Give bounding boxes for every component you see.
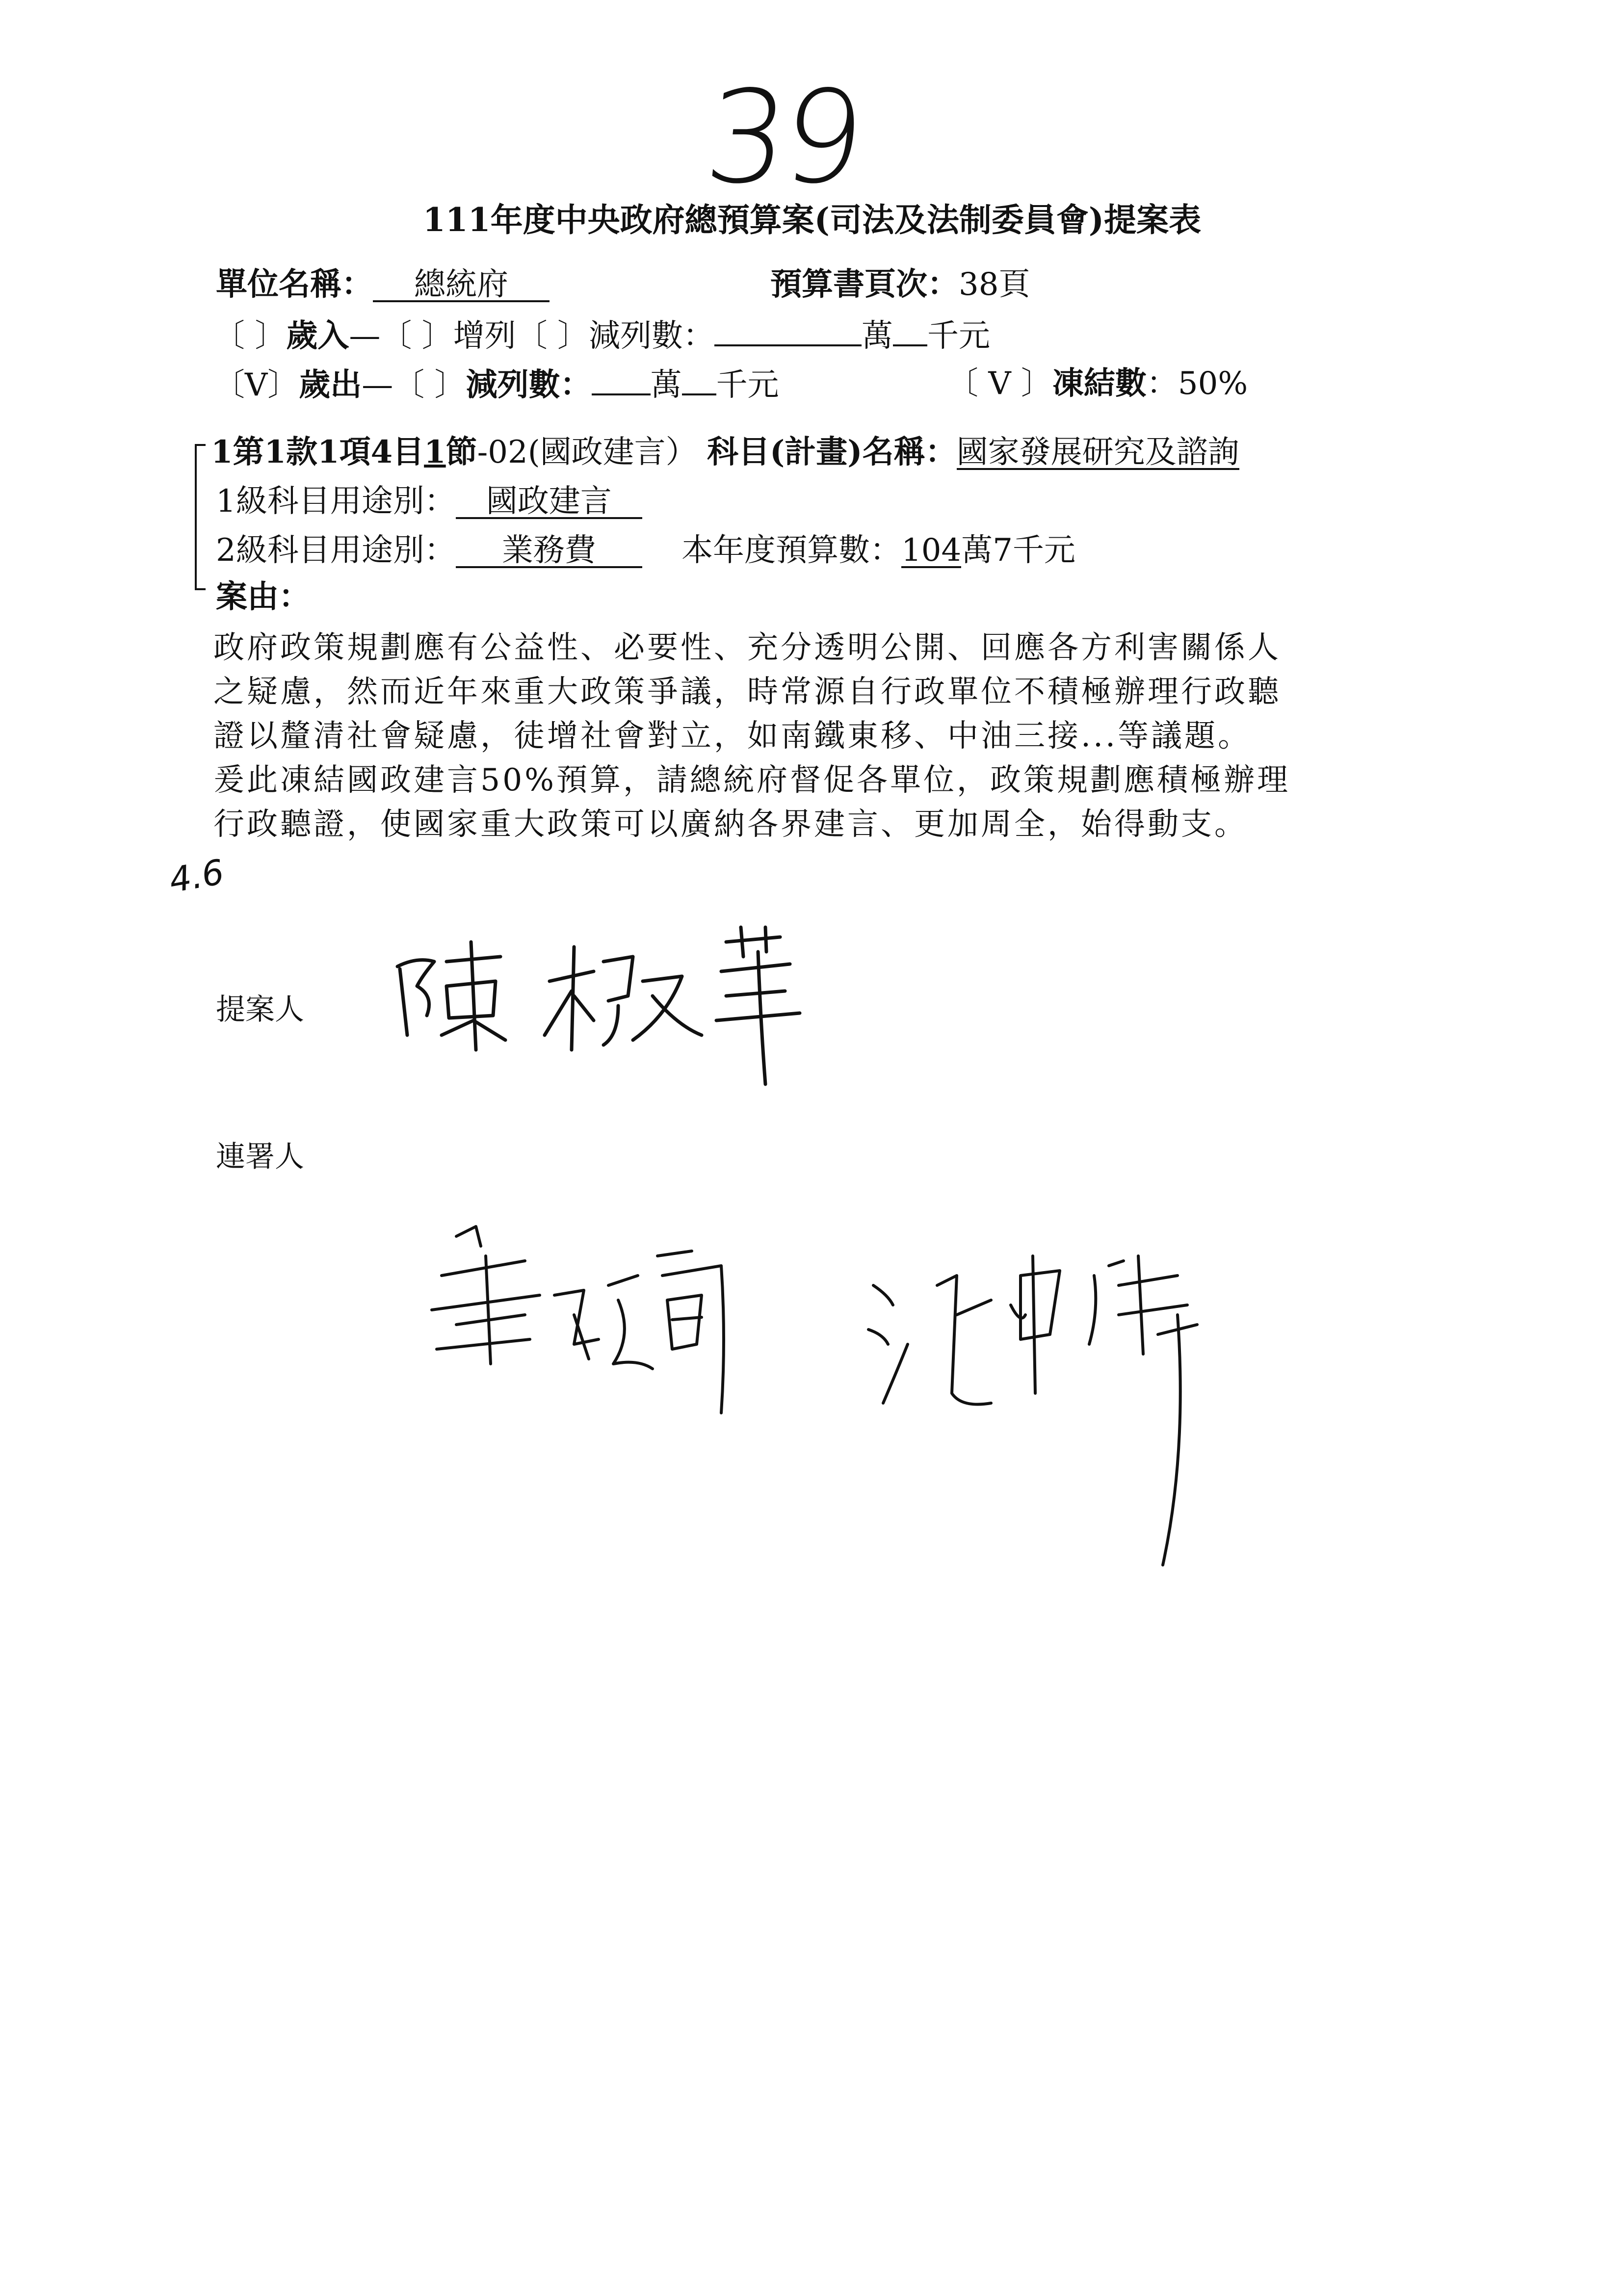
annual-budget-unit: 萬7千元 xyxy=(961,532,1075,569)
item-code-suffix: 節 xyxy=(445,434,477,470)
freeze-row xyxy=(947,365,1248,402)
annual-budget-amount: 104 xyxy=(901,532,962,569)
freeze-value: ：50% xyxy=(1146,365,1248,402)
expense-qian: 千元 xyxy=(716,367,779,403)
budget-page-row xyxy=(770,266,1030,303)
budget-page-value: 38頁 xyxy=(959,266,1030,303)
page-number: 39 xyxy=(699,64,867,212)
revenue-wan-blank xyxy=(714,319,862,346)
revenue-sub-label: 減列數： xyxy=(589,318,715,354)
revenue-wan: 萬 xyxy=(862,318,893,354)
expense-wan-blank xyxy=(592,368,651,395)
expense-dash: — xyxy=(362,367,393,403)
item-row xyxy=(211,434,1239,470)
revenue-dash: — xyxy=(349,318,381,354)
revenue-qian-blank xyxy=(893,319,927,346)
level2-value: 業務費 xyxy=(456,535,642,568)
expense-cut-check: 〔 〕 xyxy=(393,367,466,403)
expense-label: 歲出 xyxy=(299,366,362,403)
revenue-sub-check: 〔 〕 xyxy=(516,318,589,354)
level1-value: 國政建言 xyxy=(456,486,642,519)
cosigner-signature-1 xyxy=(427,1217,770,1442)
level1-row xyxy=(216,483,642,520)
revenue-check: 〔 〕 xyxy=(213,318,287,354)
item-code-prefix: 1第1款1項4目 xyxy=(211,434,424,470)
reason-line: 證以釐清社會疑慮，徒增社會對立，如南鐵東移、中油三接...等議題。 xyxy=(213,718,1252,754)
annual-budget-label: 本年度預算數： xyxy=(681,532,902,569)
cosigner-signature-2 xyxy=(864,1246,1305,1599)
expense-row xyxy=(213,368,779,401)
revenue-add-label: 增列 xyxy=(453,318,516,354)
reason-line: 爰此凍結國政建言50%預算，請總統府督促各單位，政策規劃應積極辦理 xyxy=(213,762,1291,798)
expense-check: 〔V〕 xyxy=(213,367,299,403)
reason-line: 行政聽證，使國家重大政策可以廣納各界建言、更加周全，始得動支。 xyxy=(213,806,1248,842)
subject-label: 科目(計畫)名稱： xyxy=(707,434,957,470)
expense-wan: 萬 xyxy=(650,367,682,403)
unit-value: 總統府 xyxy=(373,269,550,302)
revenue-add-check: 〔 〕 xyxy=(380,318,453,354)
expense-cut-label: 減列數： xyxy=(466,366,592,403)
level2-label: 2級科目用途別： xyxy=(216,532,456,569)
reason-line: 政府政策規劃應有公益性、必要性、充分透明公開、回應各方利害關係人 xyxy=(213,629,1281,665)
revenue-qian: 千元 xyxy=(927,318,991,354)
cosigner-label: 連署人 xyxy=(216,1140,304,1174)
margin-note: 4.6 xyxy=(166,851,227,901)
unit-row xyxy=(216,266,550,303)
revenue-label: 歲入 xyxy=(286,317,349,354)
expense-qian-blank xyxy=(682,368,716,395)
freeze-label: 凍結數 xyxy=(1052,365,1147,402)
budget-page-label: 預算書頁次： xyxy=(770,266,959,303)
revenue-row xyxy=(213,319,990,352)
level1-label: 1級科目用途別： xyxy=(216,483,456,520)
item-code-underlined: 1 xyxy=(424,434,446,470)
proposer-signature xyxy=(388,922,829,1099)
freeze-check: 〔 V 〕 xyxy=(947,365,1052,402)
unit-label: 單位名稱： xyxy=(216,266,373,303)
item-bracket xyxy=(195,444,206,590)
item-code-tail: -02(國政建言） xyxy=(477,434,697,470)
reason-body xyxy=(213,626,1499,846)
reason-label: 案由： xyxy=(216,578,310,615)
level2-row xyxy=(216,532,1075,569)
reason-line: 之疑慮，然而近年來重大政策爭議，時常源自行政單位不積極辦理行政聽 xyxy=(213,674,1281,709)
subject-value: 國家發展研究及諮詢 xyxy=(956,434,1239,470)
proposer-label: 提案人 xyxy=(216,992,304,1027)
page-title: 111年度中央政府總預算案(司法及法制委員會)提案表 xyxy=(422,201,1202,239)
